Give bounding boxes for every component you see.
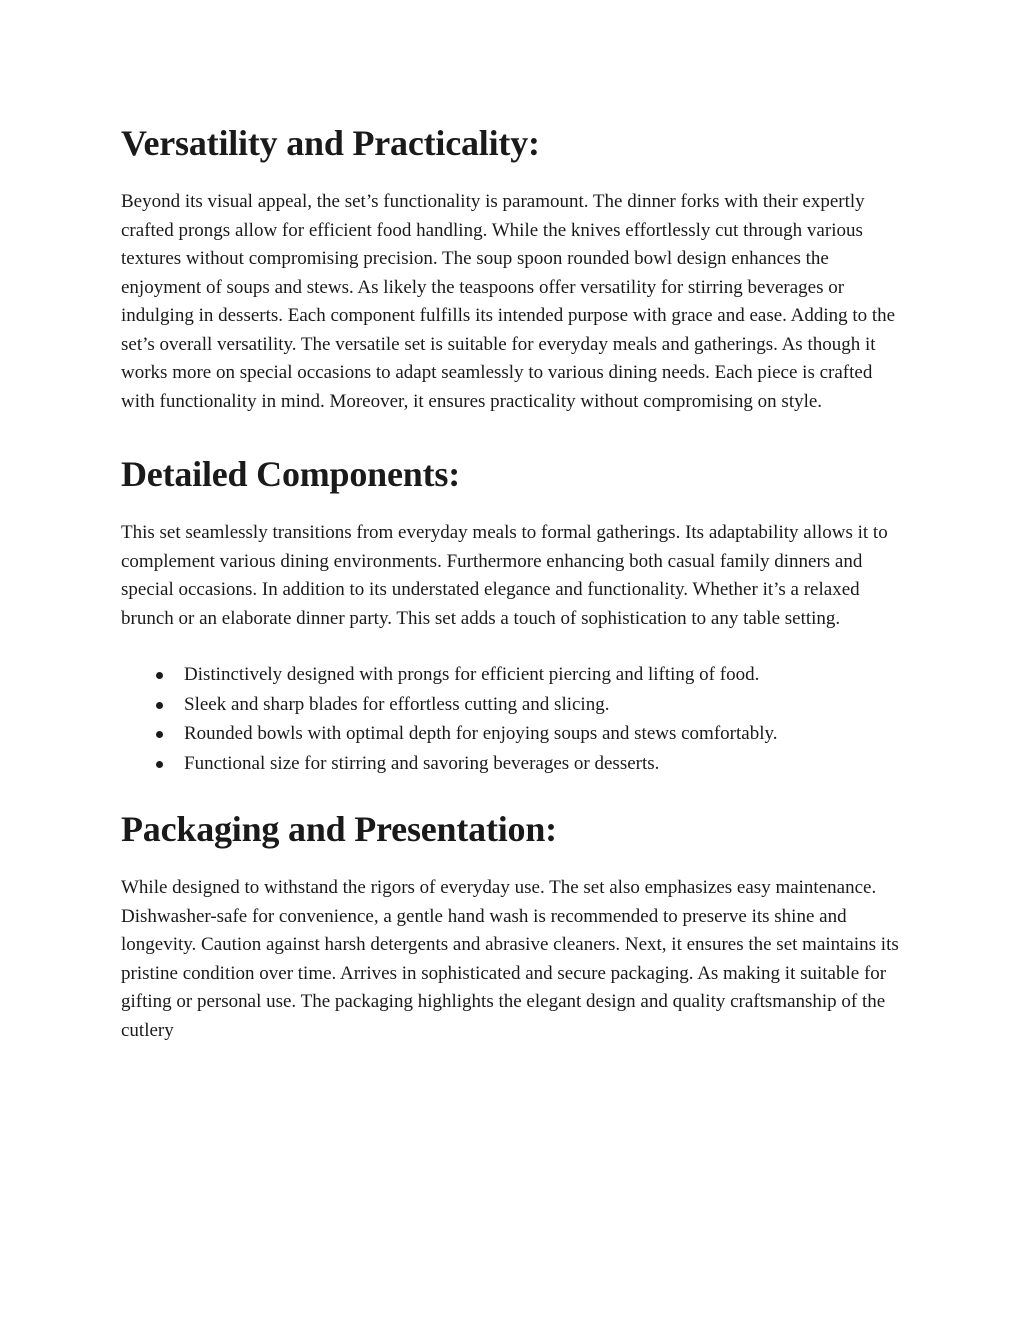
section-paragraph: This set seamlessly transitions from everyday meals to formal gatherings. Its adaptability allows it to complement various dining environments. Furthermore enhancing both casual family dinners and special occasions. In addition to its understated elegance and functionality. Whether it’s a relaxed brunch or an elaborate dinner party. This set adds a touch of sophistication to any table setting. xyxy=(121,522,888,629)
list-item xyxy=(121,749,911,779)
bullet-icon xyxy=(156,731,163,738)
bullet-icon xyxy=(156,761,163,768)
list-item-text: Rounded bowls with optimal depth for enjoying soups and stews comfortably. xyxy=(184,723,778,744)
list-item-text: Distinctively designed with prongs for efficient piercing and lifting of food. xyxy=(184,664,760,685)
bullet-icon xyxy=(156,702,163,709)
section-paragraph: While designed to withstand the rigors of everyday use. The set also emphasizes easy maintenance. Dishwasher-safe for convenience, a gentle hand wash is recommended to preserve its shine and longevity. Caution against harsh detergents and abrasive cleaners. Next, it ensures the set maintains its pristine condition over time. Arrives in sophisticated and secure packaging. As making it suitable for gifting or personal use. The packaging highlights the elegant design and quality craftsmanship of the cutlery xyxy=(121,877,899,1041)
section-paragraph: Beyond its visual appeal, the set’s functionality is paramount. The dinner forks with their expertly crafted prongs allow for efficient food handling. While the knives effortlessly cut through various textures without compromising precision. The soup spoon rounded bowl design enhances the enjoyment of soups and stews. As likely the teaspoons offer versatility for stirring beverages or indulging in desserts. Each component fulfills its intended purpose with grace and ease. Adding to the set’s overall versatility. The versatile set is suitable for everyday meals and gatherings. As though it works more on special occasions to adapt seamlessly to various dining needs. Each piece is crafted with functionality in mind. Moreover, it ensures practicality without compromising on style. xyxy=(121,191,896,412)
section-heading: Detailed Components: xyxy=(121,454,460,494)
list-item-text: Functional size for stirring and savoring beverages or desserts. xyxy=(184,752,660,774)
section-packaging xyxy=(121,798,911,1045)
list-item-text: Sleek and sharp blades for effortless cutting and slicing. xyxy=(184,693,610,715)
section-heading: Versatility and Practicality: xyxy=(121,123,540,163)
section-detailed-components xyxy=(121,443,911,778)
section-versatility xyxy=(121,112,911,416)
document-page xyxy=(121,112,911,1072)
section-heading: Packaging and Presentation: xyxy=(121,809,557,849)
list-item xyxy=(121,660,911,690)
bullet-icon xyxy=(156,672,163,679)
list-item xyxy=(121,690,911,720)
bullet-list xyxy=(121,660,911,778)
list-item xyxy=(121,719,911,749)
